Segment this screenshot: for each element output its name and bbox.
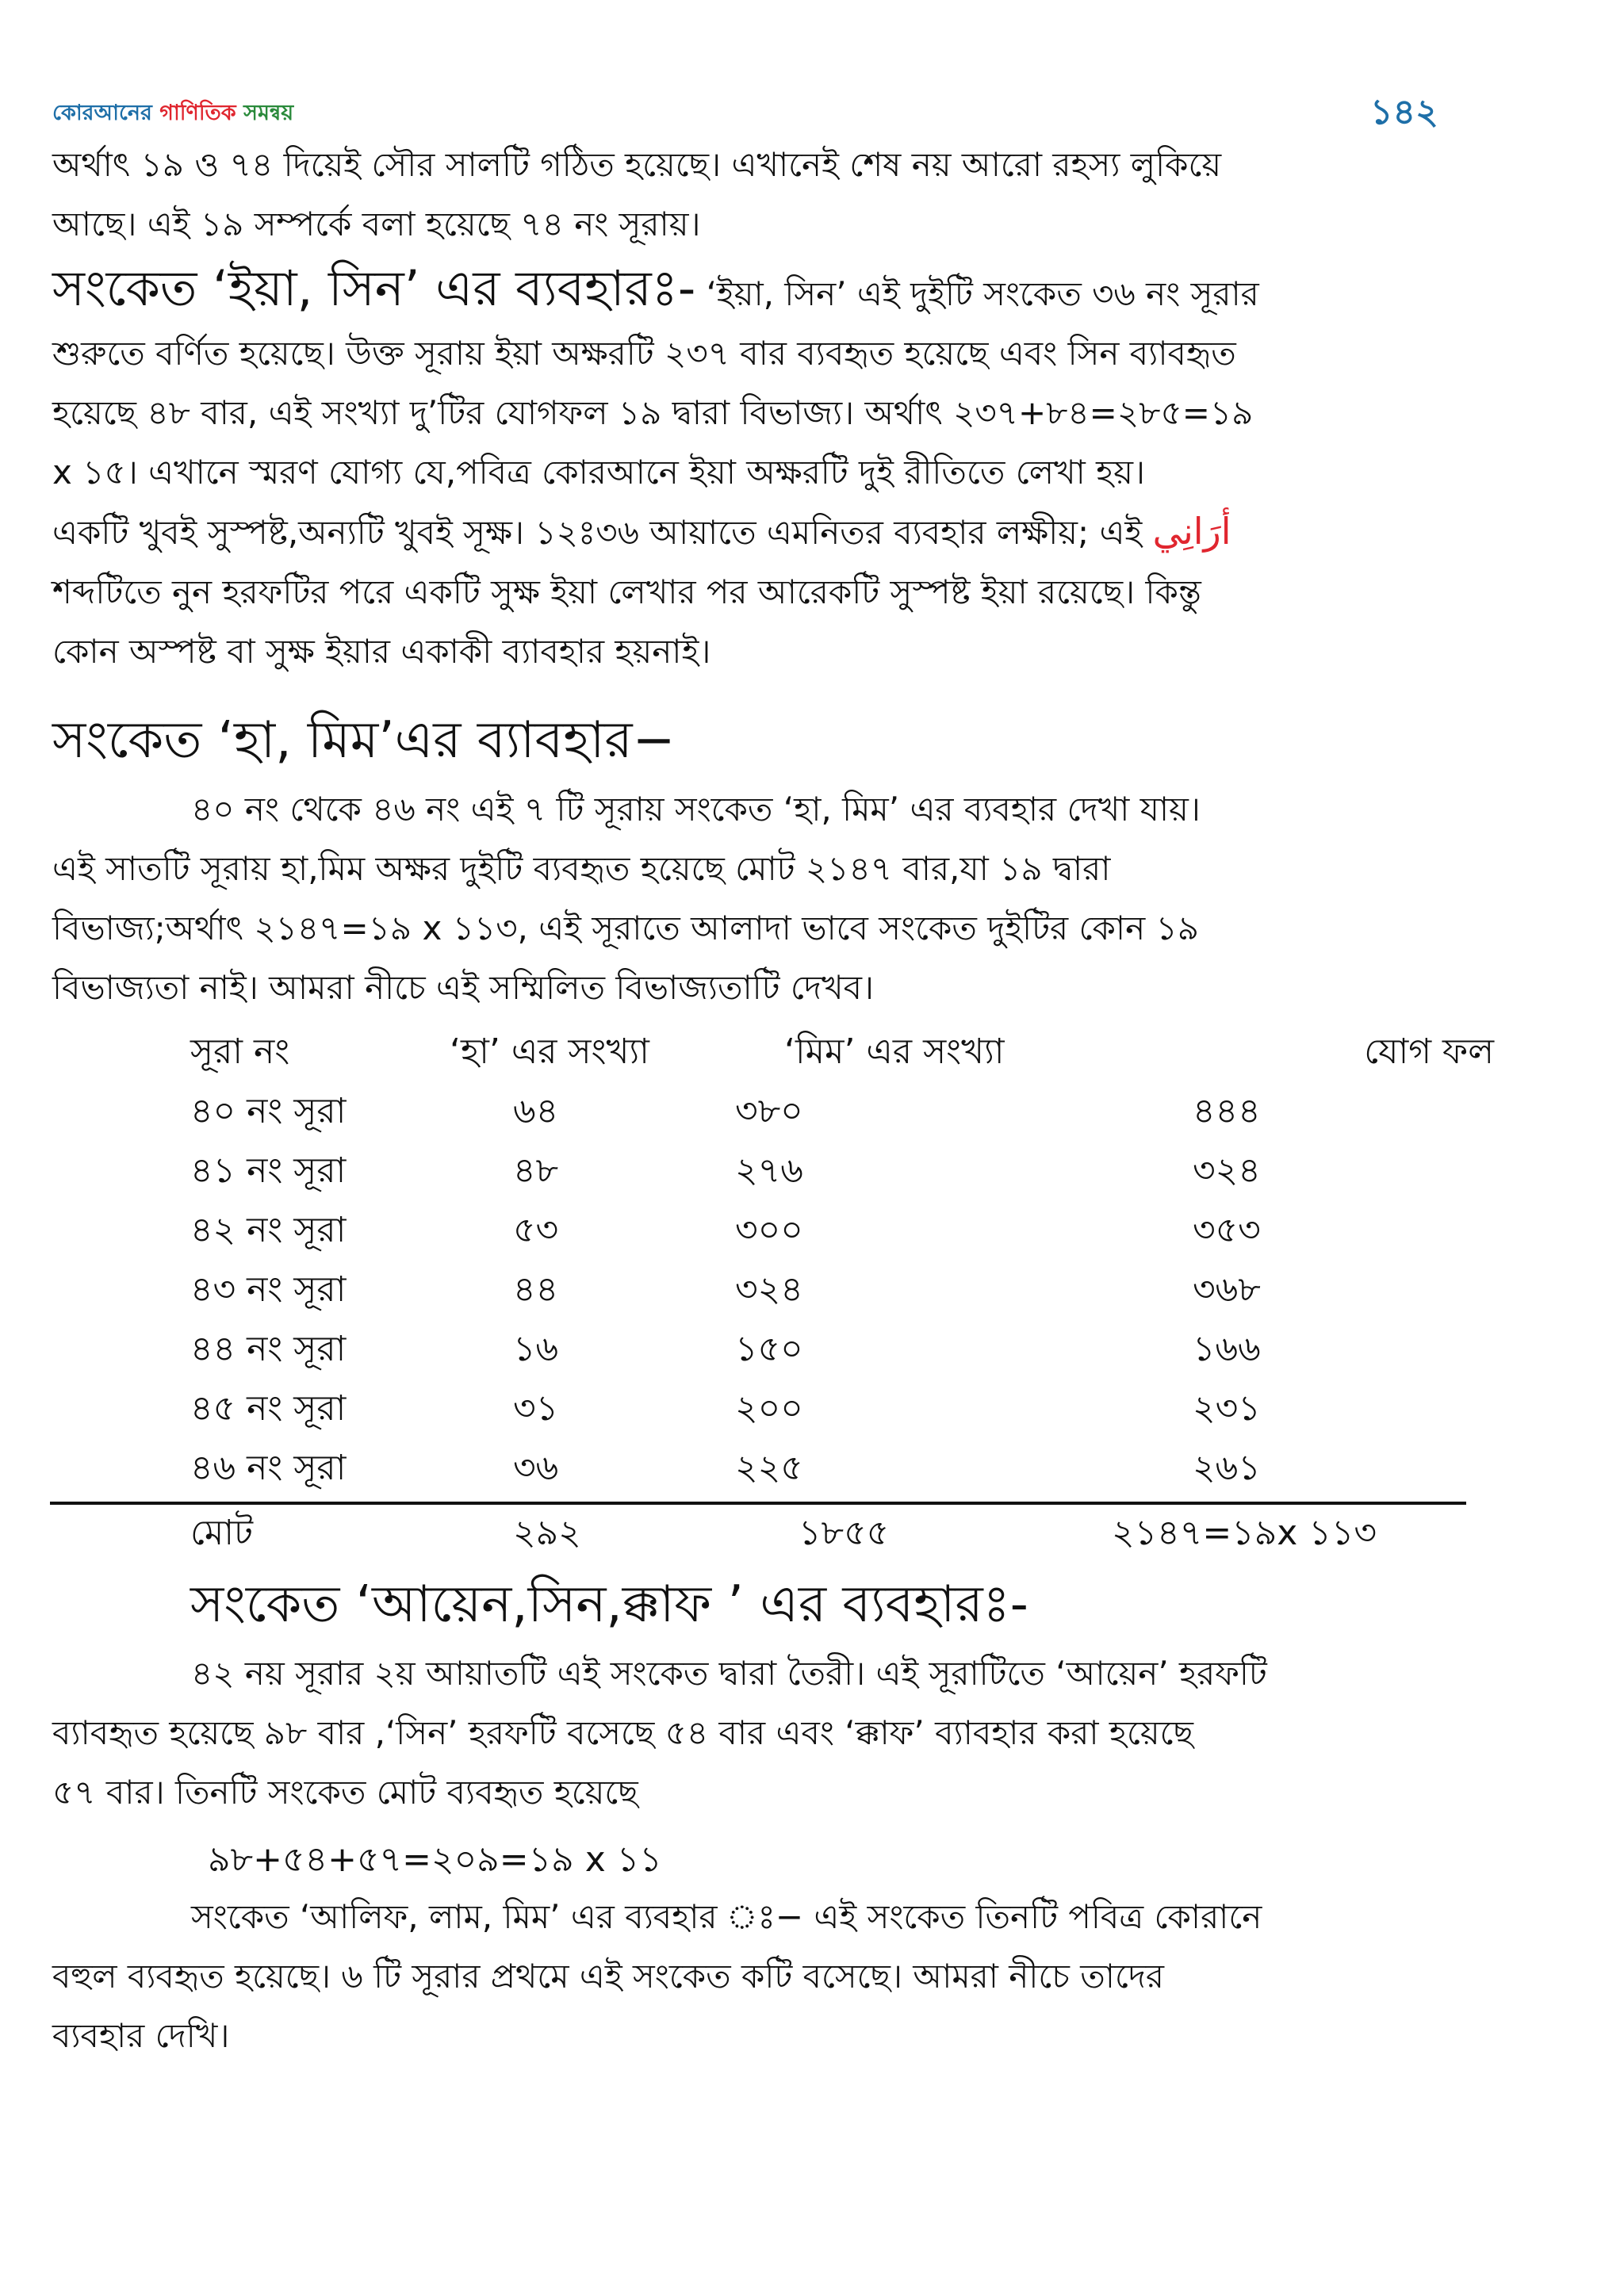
table-cell: ২৬১	[1193, 1448, 1261, 1488]
total-sum: ২১৪৭=১৯x ১১৩	[1112, 1513, 1377, 1553]
section3-heading: সংকেত ‘আয়েন,সিন,ক্কাফ ’ এর ব্যবহারঃ-	[190, 1575, 1028, 1634]
table-cell: ৩২৪	[735, 1269, 803, 1310]
table-cell: ৩২৪	[1193, 1150, 1261, 1191]
section4-paragraph	[52, 1887, 1464, 2065]
table-header: সূরা নং	[190, 1031, 290, 1072]
section1-line: শব্দটিতে নুন হরফটির পরে একটি সুক্ষ ইয়া লেখার পর আরেকটি সুস্পষ্ট ইয়া রয়েছে। কিন্তু	[52, 572, 1201, 611]
table-cell: ৩৬৮	[1193, 1269, 1261, 1310]
table-header: যোগ ফল	[1364, 1031, 1494, 1072]
table-header: ‘হা’ এর সংখ্যা	[450, 1031, 649, 1072]
table-cell: ৩৫৩	[1193, 1210, 1261, 1250]
running-header	[52, 97, 293, 132]
header-title-part2: গাণিতিক	[159, 101, 244, 125]
section2-paragraph	[52, 779, 1464, 1017]
table-row	[190, 1322, 1494, 1381]
table-cell: ১৫০	[735, 1329, 803, 1369]
section1-heading: সংকেত ‘ইয়া, সিন’ এর ব্যবহারঃ-	[52, 259, 696, 317]
ha-mim-table	[190, 1024, 1494, 1500]
table-cell: ৪৬ নং সূরা	[190, 1448, 347, 1488]
table-header: ‘মিম’ এর সংখ্যা	[784, 1031, 1005, 1072]
table-header-row	[190, 1024, 1494, 1084]
table-row	[190, 1441, 1494, 1500]
section3-line: ৪২ নয় সূরার ২য় আয়াতটি এই সংকেত দ্বারা তৈরী। এই সূরাটিতে ‘আয়েন’ হরফটি	[191, 1654, 1267, 1693]
table-cell: ২২৫	[735, 1448, 803, 1488]
table-cell: ৪৩ নং সূরা	[190, 1269, 347, 1310]
table-cell: ১৬	[513, 1329, 559, 1369]
section2-line: বিভাজ্যতা নাই। আমরা নীচে এই সম্মিলিত বিভাজ্যতাটি দেখব।	[52, 968, 874, 1007]
table-row	[190, 1143, 1494, 1203]
table-cell: ৪৪৪	[1193, 1091, 1261, 1131]
header-title-part3: সমন্বয়	[243, 101, 294, 125]
table-cell: ৪১ নং সূরা	[190, 1150, 347, 1191]
section2-heading: সংকেত ‘হা, মিম’এর ব্যাবহার−	[52, 711, 676, 770]
total-divider-line	[50, 1502, 1466, 1505]
section3-line: ব্যাবহৃত হয়েছে ৯৮ বার ,‘সিন’ হরফটি বসেছে ৫৪ বার এবং ‘ক্কাফ’ ব্যাবহার করা হয়েছে	[52, 1713, 1193, 1752]
section4-line: ব্যবহার দেখি।	[52, 2016, 230, 2055]
table-cell: ২৩১	[1193, 1388, 1261, 1429]
header-title-part1: কোরআনের	[52, 101, 160, 125]
section1-line: কোন অস্পষ্ট বা সুক্ষ ইয়ার একাকী ব্যাবহার হয়নাই।	[52, 632, 711, 671]
section1-line: একটি খুবই সুস্পষ্ট,অন্যটি খুবই সূক্ষ। ১২ঃ৩৬ আয়াতে এমনিতর ব্যবহার লক্ষীয়; এই	[52, 513, 1153, 552]
table-total-row	[190, 1506, 1377, 1564]
table-row	[190, 1203, 1494, 1262]
table-cell: ৪২ নং সূরা	[190, 1210, 347, 1250]
sum-equation: ৯৮+৫৪+৫৭=২০৯=১৯ x ১১	[208, 1839, 662, 1880]
table-cell: ২৭৬	[735, 1150, 803, 1191]
section1-line: x ১৫। এখানে স্মরণ যোগ্য যে,পবিত্র কোরআনে ইয়া অক্ষরটি দুই রীতিতে লেখা হয়।	[52, 453, 1145, 492]
section2-line: ৪০ নং থেকে ৪৬ নং এই ৭ টি সূরায় সংকেত ‘হা, মিম’ এর ব্যবহার দেখা যায়।	[191, 790, 1201, 828]
table-cell: ৪০ নং সূরা	[190, 1091, 347, 1131]
section1-line: শুরুতে বর্ণিত হয়েছে। উক্ত সূরায় ইয়া অক্ষরটি ২৩৭ বার ব্যবহৃত হয়েছে এবং সিন ব্যাবহৃত	[52, 334, 1236, 373]
section1-paragraph	[52, 258, 1464, 681]
page-number: ১৪২	[1370, 92, 1438, 132]
section4-line: বহুল ব্যবহৃত হয়েছে। ৬ টি সূরার প্রথমে এই সংকেত কটি বসেছে। আমরা নীচে তাদের	[52, 1957, 1164, 1996]
table-row	[190, 1084, 1494, 1143]
table-cell: ৩০০	[735, 1210, 803, 1250]
section2-line: বিভাজ্য;অর্থাৎ ২১৪৭=১৯ x ১১৩, এই সূরাতে আলাদা ভাবে সংকেত দুইটির কোন ১৯	[52, 909, 1200, 947]
section3-line: ৫৭ বার। তিনটি সংকেত মোট ব্যবহৃত হয়েছে	[52, 1773, 638, 1812]
table-cell: ৩৬	[513, 1448, 559, 1488]
table-cell: ৪৪	[513, 1269, 559, 1310]
section1-line: ‘ইয়া, সিন’ এই দুইটি সংকেত ৩৬ নং সূরার	[695, 274, 1259, 313]
table-cell: ৩১	[513, 1388, 559, 1429]
table-cell: ৫৩	[513, 1210, 559, 1250]
table-cell: ৩৮০	[735, 1091, 803, 1131]
section2-line: এই সাতটি সূরায় হা,মিম অক্ষর দুইটি ব্যবহৃত হয়েছে মোট ২১৪৭ বার,যা ১৯ দ্বারা	[52, 849, 1111, 888]
table-cell: ২০০	[735, 1388, 803, 1429]
table-cell: ৪৮	[513, 1150, 559, 1191]
section1-line: হয়েছে ৪৮ বার, এই সংখ্যা দু’টির যোগফল ১৯ দ্বারা বিভাজ্য। অর্থাৎ ২৩৭+৮৪=২৮৫=১৯	[52, 393, 1254, 432]
total-ha: ২৯২	[513, 1513, 581, 1553]
table-cell: ৬৪	[513, 1091, 559, 1131]
intro-line: অর্থাৎ ১৯ ও ৭৪ দিয়েই সৌর সালটি গঠিত হয়েছে। এখানেই শেষ নয় আরো রহস্য লুকিয়ে	[52, 145, 1222, 184]
table-row	[190, 1381, 1494, 1441]
table-cell: ১৬৬	[1193, 1329, 1261, 1369]
table-cell: ৪৪ নং সূরা	[190, 1329, 347, 1369]
intro-line: আছে। এই ১৯ সম্পর্কে বলা হয়েছে ৭৪ নং সূরায়।	[52, 205, 701, 243]
intro-paragraph	[52, 135, 1464, 254]
total-label: মোট	[190, 1513, 254, 1553]
section3-paragraph	[52, 1644, 1464, 1822]
table-cell: ৪৫ নং সূরা	[190, 1388, 347, 1429]
total-mim: ১৮৫৫	[799, 1513, 890, 1553]
table-row	[190, 1262, 1494, 1322]
arabic-word: أرَانِي	[1152, 510, 1231, 553]
section4-line: সংকেত ‘আলিফ, লাম, মিম’ এর ব্যবহার ঃ− এই সংকেত তিনটি পবিত্র কোরানে	[191, 1897, 1262, 1936]
